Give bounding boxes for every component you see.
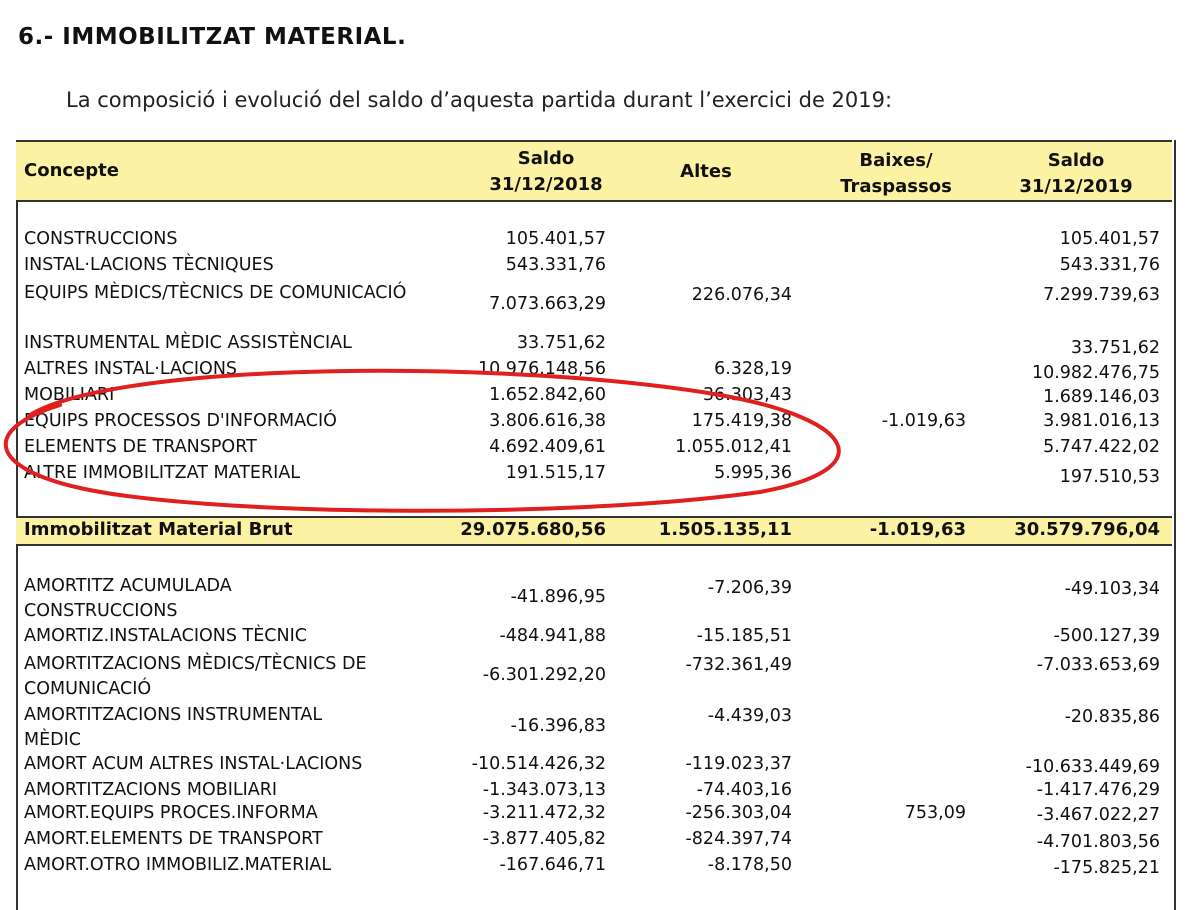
altes-value: 175.419,38 — [691, 411, 792, 431]
row-label: AMORTITZ ACUMULADA CONSTRUCCIONS — [24, 576, 232, 621]
header-altes: Altes — [680, 161, 732, 182]
saldo-2018-value: 191.515,17 — [505, 463, 606, 483]
table-row — [24, 437, 1164, 463]
saldo-2018-value: 4.692.409,61 — [489, 437, 606, 457]
saldo-2019-value: 3.981.016,13 — [1043, 411, 1160, 431]
altes-value: -15.185,51 — [696, 626, 792, 646]
row-label: AMORTITZACIONS INSTRUMENTAL MÈDIC — [24, 705, 323, 750]
saldo-2018-value: 7.073.663,29 — [489, 294, 606, 314]
row-label: INSTAL·LACIONS TÈCNIQUES — [24, 255, 274, 275]
section-heading: 6.- IMMOBILITZAT MATERIAL. — [18, 24, 407, 50]
table-row — [24, 229, 1164, 255]
table-row — [24, 803, 1164, 829]
altes-value: -74.403,16 — [696, 780, 792, 800]
saldo-2019-value: -175.825,21 — [1053, 858, 1160, 878]
saldo-2018-value: 3.806.616,38 — [489, 411, 606, 431]
table-row — [24, 829, 1164, 855]
altes-value: 6.328,19 — [714, 359, 792, 379]
altes-value: -256.303,04 — [685, 803, 792, 823]
saldo-2018-value: -3.877.405,82 — [482, 829, 606, 849]
saldo-2018-value: -10.514.426,32 — [471, 754, 606, 774]
saldo-2019-value: -4.701.803,56 — [1036, 832, 1160, 852]
row-label: EQUIPS MÈDICS/TÈCNICS DE COMUNICACIÓ — [24, 283, 407, 303]
saldo-2019-value: 5.747.422,02 — [1043, 437, 1160, 457]
saldo-2019-value: -7.033.653,69 — [1036, 655, 1160, 675]
table-row — [24, 411, 1164, 437]
saldo-2018-value: -16.396,83 — [510, 716, 606, 736]
table-row — [24, 574, 1164, 626]
row-label: AMORT ACUM ALTRES INSTAL·LACIONS — [24, 754, 363, 774]
saldo-2019-value: -3.467.022,27 — [1036, 805, 1160, 825]
saldo-2019-value: 197.510,53 — [1059, 467, 1160, 487]
total-saldo-2018: 29.075.680,56 — [460, 519, 606, 540]
table-row — [24, 255, 1164, 281]
table-row — [24, 281, 1164, 333]
saldo-2019-value: 7.299.739,63 — [1043, 285, 1160, 305]
row-label: EQUIPS PROCESSOS D'INFORMACIÓ — [24, 411, 337, 431]
baixes-value: 753,09 — [904, 803, 966, 823]
altes-value: -732.361,49 — [685, 655, 792, 675]
table-row — [24, 626, 1164, 652]
header-concepte: Concepte — [24, 160, 119, 181]
altes-value: -8.178,50 — [707, 855, 792, 875]
table-row — [24, 754, 1164, 780]
table-row — [24, 359, 1164, 385]
saldo-2018-value: -6.301.292,20 — [482, 665, 606, 685]
saldo-2018-value: 33.751,62 — [516, 333, 606, 353]
altes-value: -119.023,37 — [685, 754, 792, 774]
saldo-2018-value: -167.646,71 — [499, 855, 606, 875]
intro-text: La composició i evolució del saldo d’aquesta partida durant l’exercici de 2019: — [66, 88, 893, 112]
row-label: AMORTITZACIONS MÈDICS/TÈCNICS DE COMUNICACIÓ — [24, 654, 367, 699]
saldo-2018-value: 105.401,57 — [505, 229, 606, 249]
altes-value: 5.995,36 — [714, 463, 792, 483]
header-baixes: Baixes/ Traspassos — [840, 150, 952, 197]
saldo-2019-value: -10.633.449,69 — [1025, 757, 1160, 777]
altes-value: -4.439,03 — [707, 706, 792, 726]
altes-value: 36.303,43 — [702, 385, 792, 405]
table-header — [16, 140, 1172, 202]
header-saldo-2018: Saldo 31/12/2018 — [489, 148, 603, 195]
saldo-2018-value: -3.211.472,32 — [482, 803, 606, 823]
row-label: ALTRE IMMOBILITZAT MATERIAL — [24, 463, 301, 483]
row-label: CONSTRUCCIONS — [24, 229, 178, 249]
saldo-2018-value: -41.896,95 — [510, 587, 606, 607]
total-altes: 1.505.135,11 — [658, 519, 792, 540]
altes-value: 226.076,34 — [691, 285, 792, 305]
row-label: ALTRES INSTAL·LACIONS — [24, 359, 238, 379]
altes-value: -824.397,74 — [685, 829, 792, 849]
total-baixes: -1.019,63 — [869, 519, 966, 540]
total-row — [24, 519, 1164, 545]
total-label: Immobilitzat Material Brut — [24, 519, 293, 540]
saldo-2019-value: -1.417.476,29 — [1036, 780, 1160, 800]
row-label: ELEMENTS DE TRANSPORT — [24, 437, 257, 457]
saldo-2019-value: 543.331,76 — [1059, 255, 1160, 275]
table-row — [24, 385, 1164, 411]
saldo-2019-value: 33.751,62 — [1070, 338, 1160, 358]
total-saldo-2019: 30.579.796,04 — [1014, 519, 1160, 540]
saldo-2019-value: 105.401,57 — [1059, 229, 1160, 249]
table-row — [24, 333, 1164, 359]
altes-value: -7.206,39 — [707, 578, 792, 598]
baixes-value: -1.019,63 — [881, 411, 966, 431]
saldo-2018-value: 1.652.842,60 — [489, 385, 606, 405]
saldo-2018-value: 10.976.148,56 — [477, 359, 606, 379]
saldo-2019-value: -49.103,34 — [1064, 579, 1160, 599]
altes-value: 1.055.012,41 — [675, 437, 792, 457]
saldo-2018-value: -484.941,88 — [499, 626, 606, 646]
row-label: AMORT.EQUIPS PROCES.INFORMA — [24, 803, 318, 823]
table-row — [24, 652, 1164, 704]
saldo-2018-value: 543.331,76 — [505, 255, 606, 275]
table-row — [24, 855, 1164, 881]
table-row — [24, 703, 1164, 755]
saldo-2019-value: -20.835,86 — [1064, 707, 1160, 727]
row-label: AMORTITZACIONS MOBILIARI — [24, 780, 278, 800]
row-label: AMORTIZ.INSTALACIONS TÈCNIC — [24, 626, 307, 646]
row-label: INSTRUMENTAL MÈDIC ASSISTÈNCIAL — [24, 333, 352, 353]
saldo-2018-value: -1.343.073,13 — [482, 780, 606, 800]
saldo-2019-value: -500.127,39 — [1053, 626, 1160, 646]
header-saldo-2019: Saldo 31/12/2019 — [1019, 150, 1133, 197]
saldo-2019-value: 10.982.476,75 — [1031, 363, 1160, 383]
row-label: MOBILIARI — [24, 385, 115, 405]
row-label: AMORT.OTRO IMMOBILIZ.MATERIAL — [24, 855, 332, 875]
table-row — [24, 463, 1164, 489]
row-label: AMORT.ELEMENTS DE TRANSPORT — [24, 829, 323, 849]
saldo-2019-value: 1.689.146,03 — [1043, 387, 1160, 407]
